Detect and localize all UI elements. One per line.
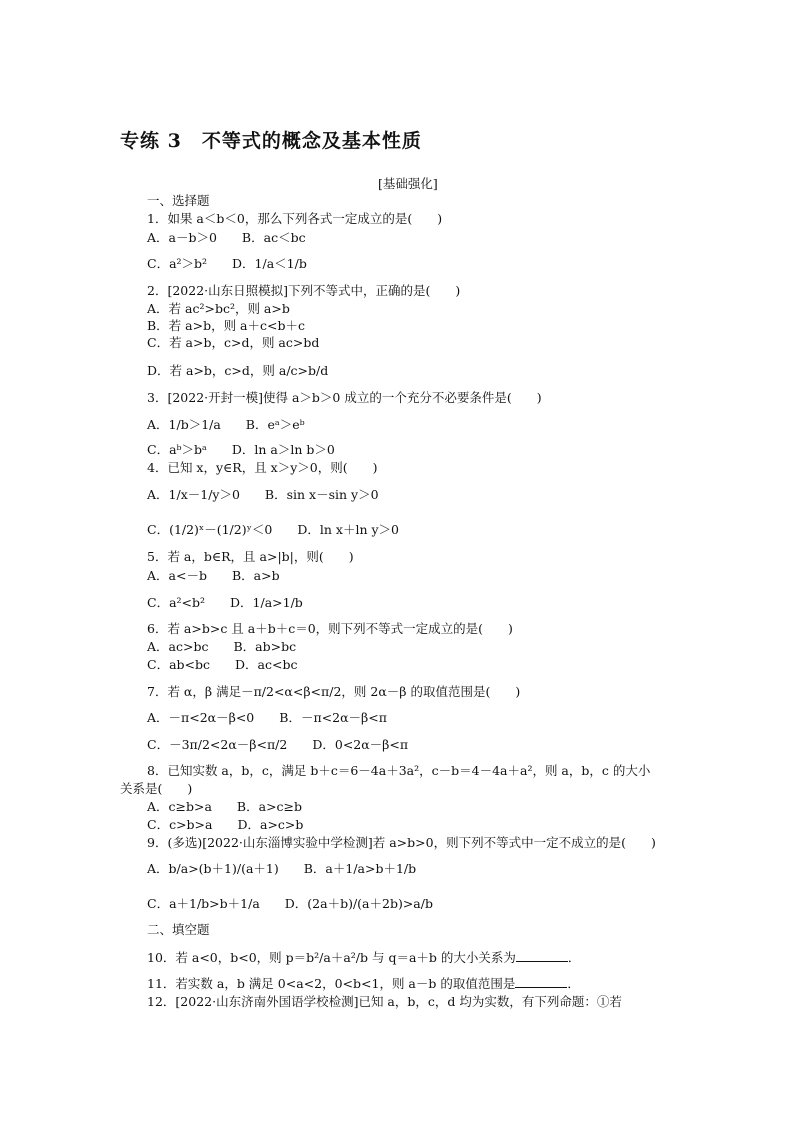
question-line-cont: 关系是( ) [120,781,193,796]
option-line: C．(1/2)ˣ－(1/2)ʸ＜0 D．ln x＋ln y＞0 [147,522,399,537]
section-choice-heading: 一、选择题 [147,193,210,208]
question-line: 2．[2022·山东日照模拟]下列不等式中，正确的是( ) [147,283,461,298]
option-line: C．c>b>a D．a>c>b [147,817,304,832]
question-line: 11．若实数 a，b 满足 0<a<2，0<b<1，则 a－b 的取值范围是 ． [147,976,580,991]
option-line: A．1/b＞1/a B．eᵃ＞eᵇ [147,417,305,432]
option-line: C．若 a>b，c>d，则 ac>bd [147,335,320,350]
section-subheading: [基础强化] [378,176,438,191]
page-title: 专练 3 不等式的概念及基本性质 [120,130,422,152]
answer-blank [515,976,567,988]
option-line: A．a<－b B．a>b [147,568,280,583]
question-line: 12．[2022·山东济南外国语学校检测]已知 a，b，c，d 均为实数，有下列命题：①若 [147,994,622,1009]
question-line: 8．已知实数 a，b，c，满足 b＋c＝6－4a＋3a²，c－b＝4－4a＋a²，则 a，b，c 的大小 [147,763,651,778]
option-line: C．－3π/2<2α－β<π/2 D．0<2α－β<π [147,737,409,752]
option-line: A．b/a>(b＋1)/(a＋1) B．a＋1/a>b＋1/b [147,861,417,876]
answer-blank [516,950,568,962]
section-fill-heading: 二、填空题 [147,922,210,937]
option-line: A．a－b＞0 B．ac＜bc [147,230,306,245]
option-line: C．a＋1/b>b＋1/a D．(2a＋b)/(a＋2b)>a/b [147,896,433,911]
option-line: A．1/x－1/y＞0 B．sin x－sin y＞0 [147,487,379,502]
question-line: 10．若 a<0，b<0，则 p＝b²/a＋a²/b 与 q＝a＋b 的大小关系为 ． [147,950,581,965]
question-line: 4．已知 x，y∈R，且 x＞y＞0，则( ) [147,460,378,475]
option-line: C．a²＞b² D．1/a＜1/b [147,256,307,271]
question-text: 10．若 a<0，b<0，则 p＝b²/a＋a²/b 与 q＝a＋b 的大小关系为 [147,950,516,965]
option-line: A．c≥b>a B．a>c≥b [147,799,303,814]
question-line: 1．如果 a＜b＜0，那么下列各式一定成立的是( ) [147,211,443,226]
question-text: 11．若实数 a，b 满足 0<a<2，0<b<1，则 a－b 的取值范围是 [147,976,516,991]
option-line: A．ac>bc B．ab>bc [147,639,297,654]
question-line: 6．若 a>b>c 且 a＋b＋c＝0，则下列不等式一定成立的是( ) [147,621,513,636]
option-line: A．－π<2α－β<0 B．－π<2α－β<π [147,710,387,725]
option-line: B．若 a>b，则 a＋c<b＋c [147,318,305,333]
question-line: 9．(多选)[2022·山东淄博实验中学检测]若 a>b>0，则下列不等式中一定不成立的是( ) [147,835,656,850]
question-line: 3．[2022·开封一模]使得 a＞b＞0 成立的一个充分不必要条件是( ) [147,390,542,405]
question-line: 7．若 α，β 满足－π/2<α<β<π/2，则 2α－β 的取值范围是( ) [147,684,521,699]
option-line: A．若 ac²>bc²，则 a>b [147,301,290,316]
option-line: C．aᵇ＞bᵃ D．ln a＞ln b＞0 [147,442,335,457]
question-line: 5．若 a，b∈R，且 a>|b|，则( ) [147,549,354,564]
option-line: C．ab<bc D．ac<bc [147,657,298,672]
option-line: C．a²<b² D．1/a>1/b [147,595,303,610]
option-line: D．若 a>b，c>d，则 a/c>b/d [147,363,329,378]
